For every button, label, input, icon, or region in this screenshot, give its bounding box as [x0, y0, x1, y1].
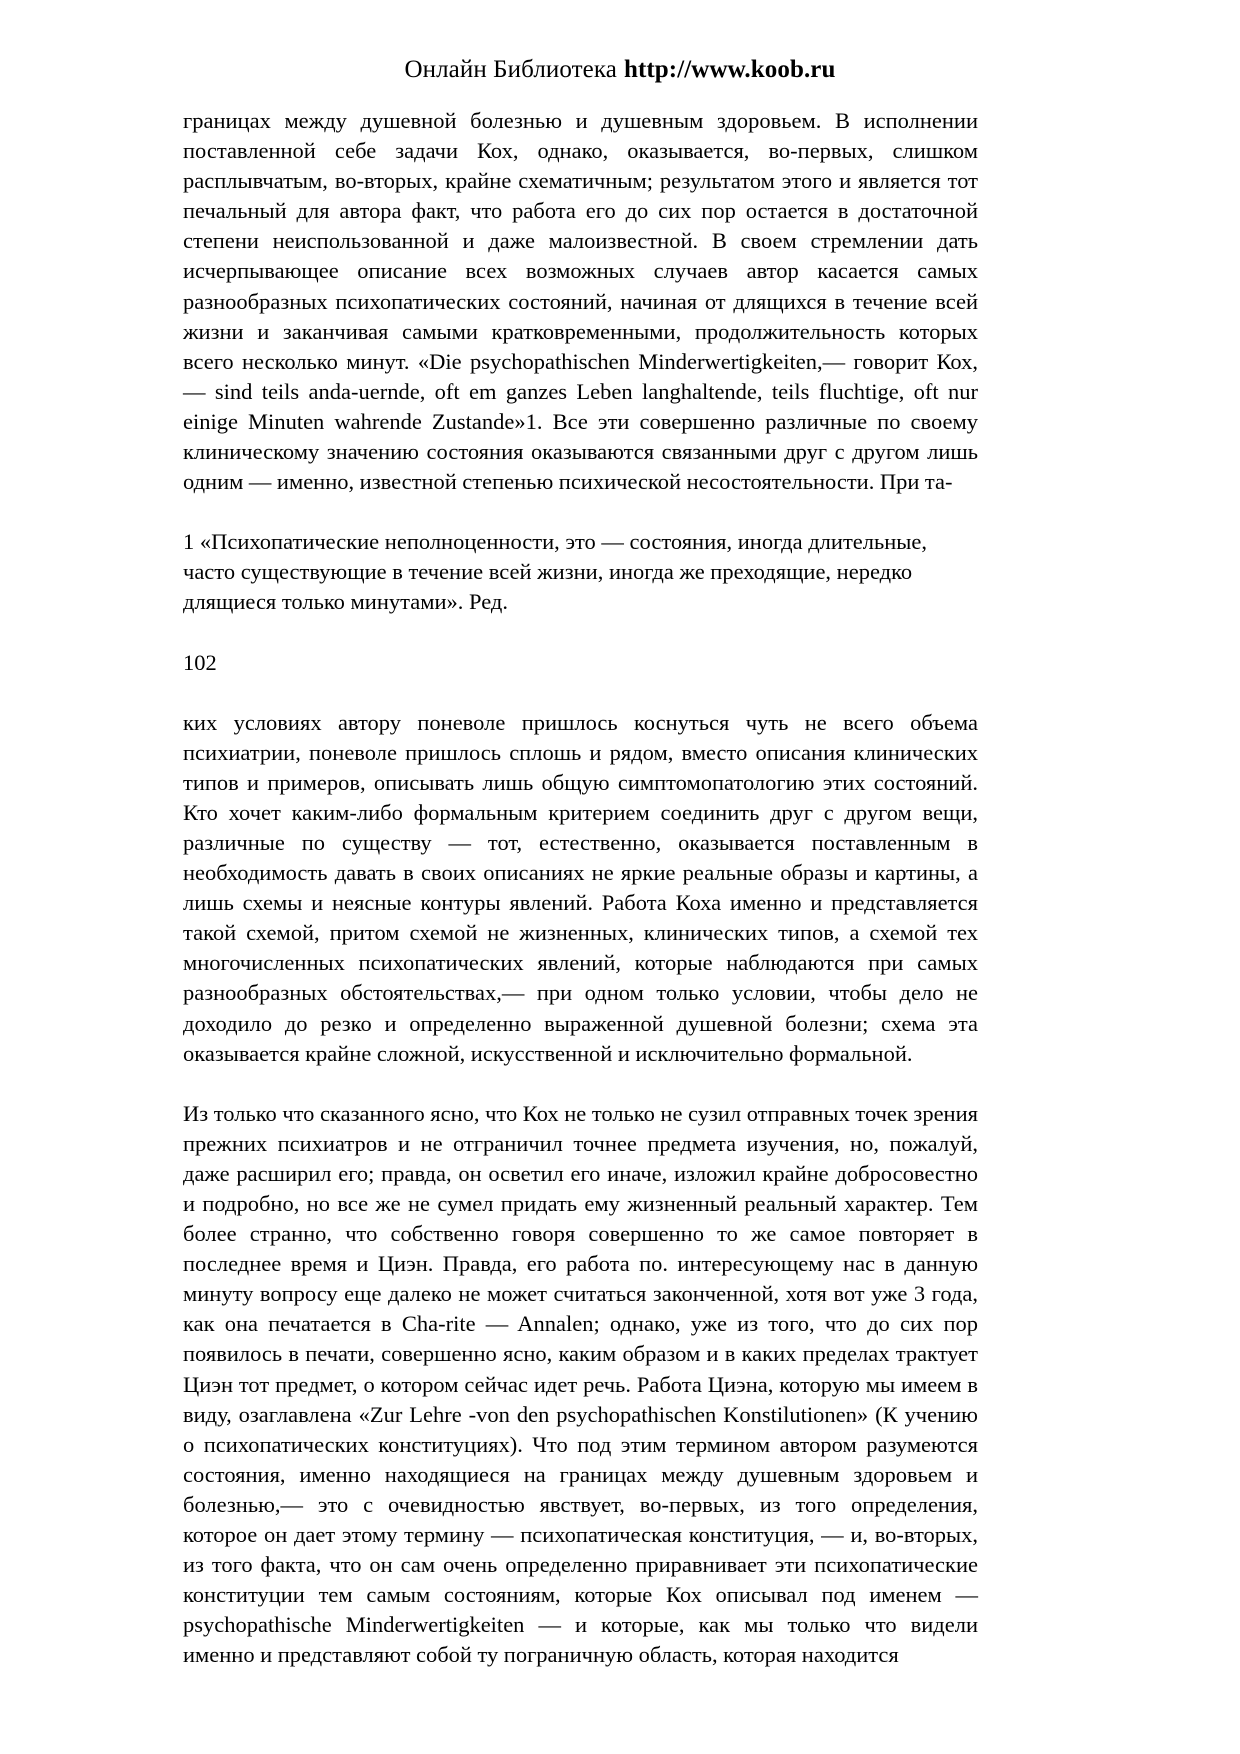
body-paragraph-2: ких условиях автору поневоле пришлось коснуться чуть не всего объема психиатрии, поневоле пришлось сплошь и рядом, вместо описания клинических типов и примеров, описывать лишь общую симптомопатологию этих состояний. Кто хочет каким-либо формальным критерием соединить друг с другом вещи, различные по существу — тот, естественно, оказывается поставленным в необходимость давать в своих описаниях не яркие реальные образы и картины, а лишь схемы и неясные контуры явлений. Работа Коха именно и представляется такой схемой, притом схемой не жизненных, клинических типов, а схемой тех многочисленных психопатических явлений, которые наблюдаются при самых разнообразных обстоятельствах,— при одном только условии, чтобы дело не доходило до резко и определенно выраженной душевной болезни; схема эта оказывается крайне сложной, искусственной и исключительно формальной. — [183, 709, 978, 1066]
footnote-spacer — [183, 618, 978, 648]
library-label: Онлайн Библиотека — [404, 56, 617, 83]
paragraph-spacer-2 — [183, 1069, 978, 1099]
footnote-1: 1 «Психопатические неполноценности, это — состояния, иногда длительные, часто существующие в течение всей жизни, иногда же преходящие, нередко длящиеся только минутами». Ред. — [183, 529, 928, 615]
body-paragraph-3: Из только что сказанного ясно, что Кох не только не сузил отправных точек зрения прежних психиатров и не отграничил точнее предмета изучения, но, пожалуй, даже расширил его; правда, он осветил его иначе, изложил крайне добросовестно и подробно, но все же не сумел придать ему жизненный реальный характер. Тем более странно, что собственно говоря совершенно то же самое повторяет в последнее время и Циэн. Правда, его работа по. интересующему нас в данную минуту вопросу еще далеко не может считаться законченной, хотя вот уже 3 года, как она печатается в Cha-rite — Annalen; однако, уже из того, что до сих пор появилось в печати, совершенно ясно, каким образом и в каких пределах трактует Циэн тот предмет, о котором сейчас идет речь. Работа Циэна, которую мы имеем в виду, озаглавлена «Zur Lehre -von den psychopathischen Konstilutionen» (К учению о психопатических конституциях). Что под этим термином автором разумеются состояния, именно находящиеся на границах между душевным здоровьем и болезнью,— это с очевидностью явствует, во-первых, из того определения, которое он дает этому термину — психопатическая конституция, — и, во-вторых, из того факта, что он сам очень определенно приравнивает эти психопатические конституции тем самым состояниям, которые Кох описывал под именем — psychopathische Minderwertigkeiten — и которые, как мы только что видели именно и представляют собой ту пограничную область, которая находится — [183, 1100, 978, 1668]
paragraph-spacer — [183, 497, 978, 527]
body-paragraph-1: границах между душевной болезнью и душевным здоровьем. В исполнении поставленной себе задачи Кох, однако, оказывается, во-первых, слишком расплывчатым, во-вторых, крайне схематичным; результатом этого и является тот печальный для автора факт, что работа его до сих пор остается в достаточной степени неиспользованной и даже малоизвестной. В своем стремлении дать исчерпывающее описание всех возможных случаев автор касается самых разнообразных психопатических состояний, начиная от длящихся в течение всей жизни и заканчивая самыми кратковременными, продолжительность которых всего несколько минут. «Die psychopathischen Minderwertigkeiten,— говорит Кох,— sind teils anda-uernde, oft em ganzes Leben langhaltende, teils fluchtige, oft nur einige Minuten wahrende Zustande»1. Все эти совершенно различные по своему клиническому значению состояния оказываются связанными друг с другом лишь одним — именно, известной степенью психической несостоятельности. При та- — [183, 108, 978, 495]
page-number: 102 — [183, 649, 217, 675]
site-header — [0, 55, 1240, 85]
page-content — [183, 106, 978, 1671]
page-number-spacer — [183, 678, 978, 708]
library-url: http://www.koob.ru — [623, 56, 836, 83]
